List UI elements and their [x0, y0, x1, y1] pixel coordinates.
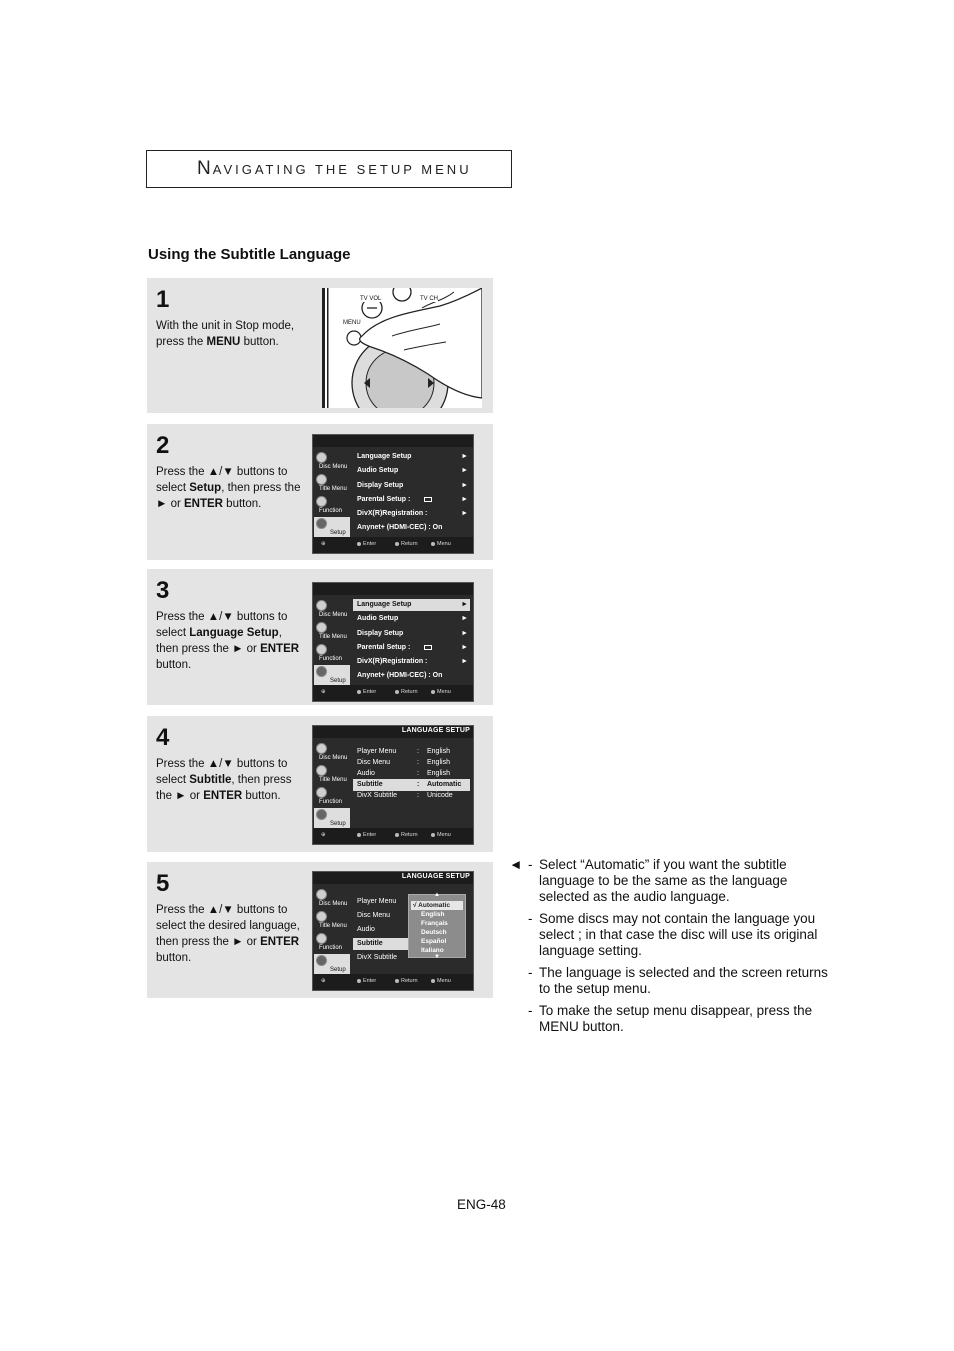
step-text-part: button.: [222, 498, 262, 510]
arrow-right-icon: ►: [461, 630, 468, 637]
menu-anynet: Anynet+ (HDMI-CEC) : On: [357, 524, 443, 531]
lang-row-player-menu: Player Menu: [357, 898, 397, 905]
menu-language-setup: Language Setup ►: [353, 599, 470, 611]
language-setup-list: [353, 740, 470, 826]
remote-label-menu: MENU: [343, 320, 361, 326]
remote-label-tv-vol: TV VOL: [360, 296, 382, 302]
menu-anynet: Anynet+ (HDMI-CEC) : On: [357, 672, 443, 679]
option-italiano[interactable]: Italiano: [421, 947, 444, 954]
option-automatic[interactable]: √ Automatic: [411, 901, 463, 910]
step-text-part: button.: [156, 659, 192, 671]
screen-header-bar: [313, 435, 473, 447]
title-icon: [316, 474, 327, 485]
note-text: To make the setup menu disappear, press the MENU button.: [539, 1003, 813, 1034]
step-text-bold: Language Setup: [189, 627, 279, 639]
title-icon: [316, 911, 327, 922]
remote-hand-icon: [322, 288, 482, 408]
side-function: Function: [314, 932, 350, 953]
menu-dot-icon: [431, 979, 435, 983]
step-text-part: button.: [240, 336, 279, 348]
option-english[interactable]: English: [421, 911, 445, 918]
return-dot-icon: [395, 542, 399, 546]
side-disc-menu: Disc Menu: [314, 742, 350, 763]
step-text-bold: Subtitle: [189, 774, 232, 786]
side-setup: Setup: [314, 808, 350, 829]
arrow-right-icon: ►: [461, 510, 468, 517]
disc-icon: [316, 743, 327, 754]
menu-audio-setup: Audio Setup ►: [353, 613, 470, 625]
title-icon: [316, 622, 327, 633]
function-icon: [316, 644, 327, 655]
enter-dot-icon: [357, 833, 361, 837]
side-setup: Setup: [314, 665, 350, 686]
disc-icon: [316, 889, 327, 900]
step-number: 2: [156, 432, 170, 459]
title-icon: [316, 765, 327, 776]
step-text-part: , then press the ► or: [156, 627, 282, 655]
lock-icon: [424, 497, 432, 502]
arrow-right-icon: ►: [461, 453, 468, 460]
side-setup: Setup: [314, 517, 350, 538]
lang-row-divx-subtitle: DivX Subtitle : Unicode: [357, 792, 453, 799]
menu-dot-icon: [431, 690, 435, 694]
menu-language-setup: Language Setup ►: [353, 451, 470, 463]
step-text-bold: ENTER: [260, 936, 300, 948]
return-dot-icon: [395, 690, 399, 694]
step-text-bold: ENTER: [260, 643, 300, 655]
step-text-part: Press the ▲/▼ buttons to select: [156, 466, 288, 494]
note-item: ◄ - Select “Automatic” if you want the subtitle language to be the same as the language selected as the audio language.: [509, 857, 788, 904]
side-function: Function: [314, 643, 350, 664]
lang-row-divx-subtitle: DivX Subtitle: [357, 954, 398, 961]
arrow-right-icon: ►: [461, 467, 468, 474]
screen-sidebar: [313, 740, 351, 826]
lang-row-subtitle: Subtitle: [353, 938, 410, 950]
chevron-down-icon[interactable]: ▼: [434, 954, 440, 960]
step-number: 3: [156, 577, 170, 604]
side-title-menu: Title Menu: [314, 473, 350, 494]
note-text: Select “Automatic” if you want the subtitle language to be the same as the language selected as the audio language.: [539, 857, 788, 904]
screen-sidebar: [313, 449, 351, 535]
remote-illustration: [322, 288, 482, 408]
step-text-part: Press the ▲/▼ buttons to select the desired language, then press the ► or: [156, 904, 300, 948]
step-text-part: , then press the ► or: [156, 774, 292, 802]
lang-row-disc-menu: Disc Menu : English: [357, 759, 450, 766]
menu-divx-registration: DivX(R)Registration : ►: [353, 508, 470, 520]
step-4: [147, 716, 493, 852]
screen-header-bar: LANGUAGE SETUP: [313, 872, 473, 884]
lang-row-audio: Audio: [357, 926, 375, 933]
step-2: [147, 424, 493, 560]
side-disc-menu: Disc Menu: [314, 599, 350, 620]
step-text-bold: Setup: [189, 482, 222, 494]
arrow-right-icon: ►: [461, 496, 468, 503]
gear-icon: [316, 518, 327, 529]
function-icon: [316, 496, 327, 507]
step-text-part: Press the ▲/▼ buttons to select: [156, 758, 288, 786]
screen-footer: ⊕ Enter Return Menu: [313, 828, 473, 844]
remote-label-tv-ch: TV CH: [420, 296, 438, 302]
gear-icon: [316, 666, 327, 677]
tv-screen-setup: [312, 434, 474, 554]
lang-row-player-menu: Player Menu : English: [357, 748, 450, 755]
step-1: [147, 278, 493, 413]
menu-dot-icon: [431, 833, 435, 837]
option-francais[interactable]: Français: [421, 920, 448, 927]
tv-screen-language-setup: [312, 725, 474, 845]
step-text-part: Press the ▲/▼ buttons to select: [156, 611, 288, 639]
side-setup: Setup: [314, 954, 350, 975]
setup-menu-list: [353, 597, 470, 683]
enter-dot-icon: [357, 690, 361, 694]
step-number: 4: [156, 724, 170, 751]
menu-parental-setup: Parental Setup : ►: [353, 494, 470, 506]
gear-icon: [316, 809, 327, 820]
screen-footer: ⊕ Enter Return Menu: [313, 537, 473, 553]
note-item: - The language is selected and the screen returns to the setup menu.: [528, 965, 828, 996]
step-instruction: [156, 318, 306, 350]
notes-list: [509, 857, 829, 1041]
screen-sidebar: [313, 597, 351, 683]
page-number: ENG-48: [457, 1197, 506, 1212]
section-title-rest: AVIGATING THE SETUP MENU: [212, 161, 472, 177]
disc-icon: [316, 600, 327, 611]
side-title-menu: Title Menu: [314, 621, 350, 642]
tv-screen-setup-language: [312, 582, 474, 702]
side-function: Function: [314, 495, 350, 516]
note-item: - Some discs may not contain the language you select ; in that case the disc will use its original language setting.: [528, 911, 818, 958]
option-espanol[interactable]: Español: [421, 938, 447, 945]
screen-header-bar: [313, 583, 473, 595]
lang-row-subtitle: Subtitle : Automatic: [353, 779, 470, 791]
side-title-menu: Title Menu: [314, 764, 350, 785]
step-instruction: [156, 609, 306, 673]
nav-pad-icon: ⊕: [321, 978, 326, 984]
side-title-menu: Title Menu: [314, 910, 350, 931]
menu-display-setup: Display Setup ►: [353, 480, 470, 492]
disc-icon: [316, 452, 327, 463]
function-icon: [316, 933, 327, 944]
section-title-initial: N: [197, 158, 213, 179]
tv-screen-subtitle-options: [312, 871, 474, 991]
menu-dot-icon: [431, 542, 435, 546]
check-icon: √: [413, 902, 417, 909]
return-dot-icon: [395, 979, 399, 983]
enter-dot-icon: [357, 979, 361, 983]
step-3: [147, 569, 493, 705]
section-title: [146, 150, 512, 188]
note-item: - To make the setup menu disappear, press the MENU button.: [528, 1003, 813, 1034]
arrow-right-icon: ►: [461, 658, 468, 665]
arrow-right-icon: ►: [461, 482, 468, 489]
lock-icon: [424, 645, 432, 650]
pointer-left-icon: ◄: [509, 857, 523, 872]
screen-header-bar: LANGUAGE SETUP: [313, 726, 473, 738]
lang-row-disc-menu: Disc Menu: [357, 912, 391, 919]
nav-pad-icon: ⊕: [321, 689, 326, 695]
gear-icon: [316, 955, 327, 966]
subtitle-language-dropdown[interactable]: [408, 894, 466, 958]
nav-pad-icon: ⊕: [321, 541, 326, 547]
step-text-part: button.: [156, 952, 192, 964]
enter-dot-icon: [357, 542, 361, 546]
screen-footer: ⊕ Enter Return Menu: [313, 685, 473, 701]
arrow-right-icon: ►: [461, 615, 468, 622]
note-text: The language is selected and the screen returns to the setup menu.: [539, 965, 828, 996]
function-icon: [316, 787, 327, 798]
step-instruction: [156, 756, 306, 804]
side-disc-menu: Disc Menu: [314, 888, 350, 909]
menu-divx-registration: DivX(R)Registration : ►: [353, 656, 470, 668]
lang-row-audio: Audio : English: [357, 770, 450, 777]
arrow-right-icon: ►: [461, 601, 468, 608]
arrow-right-icon: ►: [461, 644, 468, 651]
menu-display-setup: Display Setup ►: [353, 628, 470, 640]
note-text: Some discs may not contain the language you select ; in that case the disc will use its original language setting.: [539, 911, 818, 958]
chevron-up-icon[interactable]: ▲: [434, 892, 440, 898]
step-text-bold: MENU: [206, 336, 241, 348]
step-text-bold: ENTER: [184, 498, 223, 510]
page-subtitle: Using the Subtitle Language: [148, 246, 351, 263]
step-text-bold: ENTER: [203, 790, 243, 802]
step-text-part: With the unit in Stop mode, press the: [156, 320, 295, 348]
step-text-part: , then press the ► or: [156, 482, 301, 510]
setup-menu-list: [353, 449, 470, 535]
screen-sidebar: [313, 886, 351, 972]
step-number: 1: [156, 286, 170, 313]
nav-pad-icon: ⊕: [321, 832, 326, 838]
step-number: 5: [156, 870, 170, 897]
menu-audio-setup: Audio Setup ►: [353, 465, 470, 477]
screen-footer: ⊕ Enter Return Menu: [313, 974, 473, 990]
side-function: Function: [314, 786, 350, 807]
option-deutsch[interactable]: Deutsch: [421, 929, 447, 936]
step-instruction: [156, 464, 306, 512]
step-text-part: button.: [242, 790, 281, 802]
return-dot-icon: [395, 833, 399, 837]
menu-parental-setup: Parental Setup : ►: [353, 642, 470, 654]
side-disc-menu: Disc Menu: [314, 451, 350, 472]
step-5: [147, 862, 493, 998]
step-instruction: [156, 902, 306, 966]
